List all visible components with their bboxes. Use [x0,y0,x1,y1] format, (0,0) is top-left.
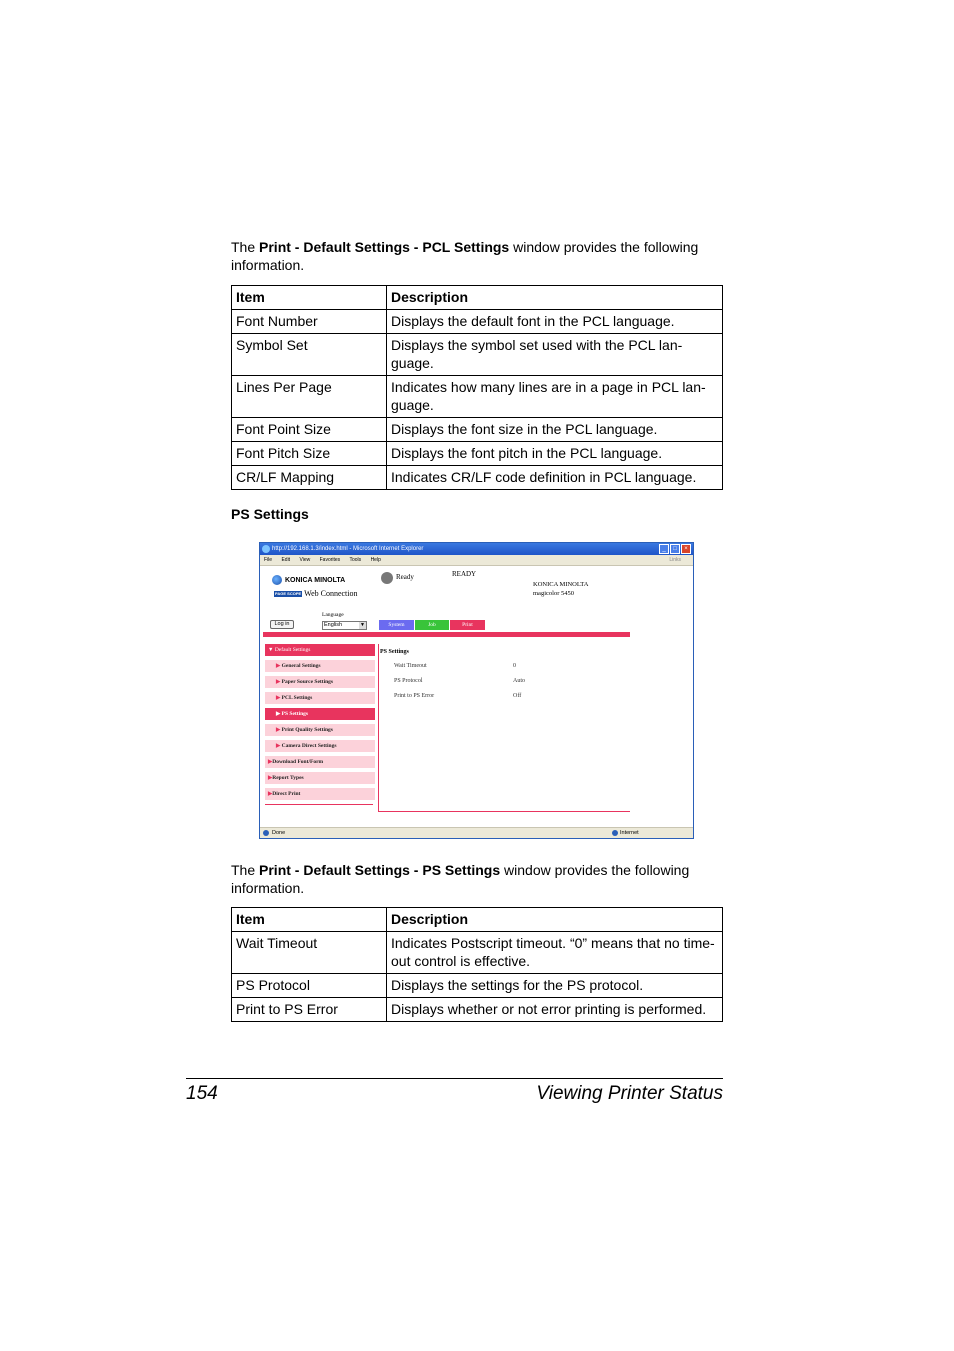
links-toolbar[interactable]: Links [669,557,681,563]
table-header-row [232,908,723,932]
table-cell-item: Symbol Set [232,334,387,376]
table-row [232,334,723,376]
sidebar-item-label: Print Quality Settings [281,727,333,733]
table-row [232,418,723,442]
page-icon [263,830,269,836]
pagescope-logo [274,589,358,598]
triangle-right-icon: ▶ [268,791,273,797]
sidebar-item-label: Paper Source Settings [281,679,334,685]
footer-rule [186,1078,723,1079]
tab-system[interactable]: System [379,620,414,630]
sidebar-item-general-settings[interactable] [265,660,375,672]
triangle-right-icon: ▶ [276,663,281,669]
setting-label-print-to-ps-error: Print to PS Error [394,693,435,699]
table-cell-description: Indicates CR/LF code definition in PCL language. [387,466,723,490]
triangle-right-icon: ▶ [276,727,281,733]
minimize-button[interactable]: _ [659,544,669,554]
triangle-right-icon: ▶ [276,679,281,685]
triangle-right-icon: ▶ [276,711,281,717]
window-title: http://192.168.1.3/index.html - Microsoft Internet Explorer [272,546,424,552]
triangle-right-icon: ▶ [276,695,281,701]
table-cell-description: Displays the symbol set used with the PCL lan-guage. [387,334,723,376]
sidebar-item-default-settings[interactable] [265,644,375,656]
table-header-row [232,286,723,310]
browser-screenshot [259,542,694,839]
content-divider [378,644,379,812]
globe-icon [272,575,282,585]
ready-label: Ready [396,573,414,581]
table-row [232,932,723,974]
table-header-description: Description [387,908,723,932]
table-cell-description: Displays the default font in the PCL language. [387,310,723,334]
table-cell-item: PS Protocol [232,974,387,998]
content-bottom-divider [378,811,630,812]
table-header-item: Item [232,908,387,932]
konica-minolta-logo [272,575,345,585]
setting-value-ps-protocol: Auto [513,678,525,684]
pagescope-badge: PAGE SCOPE [275,590,302,596]
window-name: Print - Default Settings - PCL Settings [259,239,510,255]
triangle-right-icon: ▶ [268,775,273,781]
table-row [232,974,723,998]
sidebar-item-pcl-settings[interactable] [265,692,375,704]
model-maker: KONICA MINOLTA [533,581,589,588]
table-cell-description: Displays the font size in the PCL language. [387,418,723,442]
chevron-down-icon: ▼ [360,622,365,628]
zone-label: Internet [620,830,639,836]
sidebar-item-label: Default Settings [274,647,311,653]
table-header-item: Item [232,286,387,310]
page-number: 154 [186,1083,218,1104]
table-cell-item: Font Number [232,310,387,334]
table-cell-description: Displays the settings for the PS protocol. [387,974,723,998]
maximize-button[interactable]: □ [670,544,680,554]
triangle-down-icon: ▼ [268,647,274,653]
table-cell-description: Displays whether or not error printing is performed. [387,998,723,1022]
sidebar-item-label: PS Settings [281,711,309,717]
sidebar-divider [265,804,373,805]
intro-text: window provides the following information. [231,239,699,273]
table-cell-description: Indicates Postscript timeout. “0” means that no time-out control is effective. [387,932,723,974]
window-titlebar [260,543,693,555]
setting-label-wait-timeout: Wait Timeout [394,663,427,669]
section-heading: PS Settings [231,506,309,522]
ps-settings-table [231,907,723,1022]
table-row [232,998,723,1022]
sidebar-item-label: Direct Print [272,791,301,797]
sidebar-item-print-quality-settings[interactable] [265,724,375,736]
sidebar-item-download-font-form[interactable] [265,756,375,768]
table-cell-item: CR/LF Mapping [232,466,387,490]
table-row [232,466,723,490]
setting-value-wait-timeout: 0 [513,663,516,669]
table-row [232,442,723,466]
sidebar-item-label: Camera Direct Settings [281,743,337,749]
language-value: English [324,622,343,628]
table-cell-item: Font Pitch Size [232,442,387,466]
sidebar-item-label: General Settings [281,663,321,669]
header-divider [263,632,630,637]
pcl-settings-table [231,285,723,490]
language-label: Language [322,612,344,618]
table-cell-item: Lines Per Page [232,376,387,418]
language-select[interactable] [322,621,367,630]
table-cell-description: Indicates how many lines are in a page in PCL lan-guage. [387,376,723,418]
intro-paragraph-ps [231,861,723,897]
sidebar-item-ps-settings[interactable] [265,708,375,720]
triangle-right-icon: ▶ [268,759,273,765]
menu-edit[interactable]: Edit [281,557,291,563]
sidebar-item-label: PCL Settings [281,695,313,701]
close-button[interactable]: × [681,544,691,554]
sidebar-item-direct-print[interactable] [265,788,375,800]
sidebar-nav [265,644,375,805]
setting-label-ps-protocol: PS Protocol [394,678,423,684]
printer-status-icon [381,572,393,584]
window-controls [659,544,691,554]
web-connection-label: Web Connection [304,589,358,598]
menu-tools[interactable]: Tools [349,557,362,563]
sidebar-item-label: Download Font/Form [272,759,324,765]
tab-print[interactable]: Print [450,620,485,630]
internet-zone-icon [612,830,618,836]
triangle-right-icon: ▶ [276,743,281,749]
ie-icon [262,545,270,553]
table-cell-item: Font Point Size [232,418,387,442]
table-row [232,310,723,334]
sidebar-item-report-types[interactable] [265,772,375,784]
chapter-title: Viewing Printer Status [536,1083,723,1104]
intro-text: window provides the following information. [231,862,690,896]
menu-view[interactable]: View [299,557,311,563]
ready-status: READY [452,570,477,578]
table-cell-description: Displays the font pitch in the PCL language. [387,442,723,466]
intro-text: The [231,239,260,255]
table-cell-item: Print to PS Error [232,998,387,1022]
status-bar [260,827,693,838]
table-row [232,376,723,418]
web-page [260,567,693,827]
intro-text: The [231,862,260,878]
intro-paragraph-pcl [231,238,723,274]
menu-favorites[interactable]: Favorites [319,557,341,563]
sidebar-item-paper-source-settings[interactable] [265,676,375,688]
content-title: PS Settings [380,649,409,655]
login-button[interactable]: Log in [270,620,294,629]
menu-file[interactable]: File [264,557,273,563]
sidebar-item-camera-direct-settings[interactable] [265,740,375,752]
sidebar-item-label: Report Types [272,775,304,781]
model-name: magicolor 5450 [533,590,574,597]
menu-bar [260,555,693,566]
setting-value-print-to-ps-error: Off [513,693,522,699]
window-name: Print - Default Settings - PS Settings [259,862,501,878]
table-header-description: Description [387,286,723,310]
menu-help[interactable]: Help [370,557,381,563]
table-cell-item: Wait Timeout [232,932,387,974]
tab-job[interactable]: Job [415,620,449,630]
status-text: Done [272,830,286,836]
brand-name: KONICA MINOLTA [285,576,346,584]
